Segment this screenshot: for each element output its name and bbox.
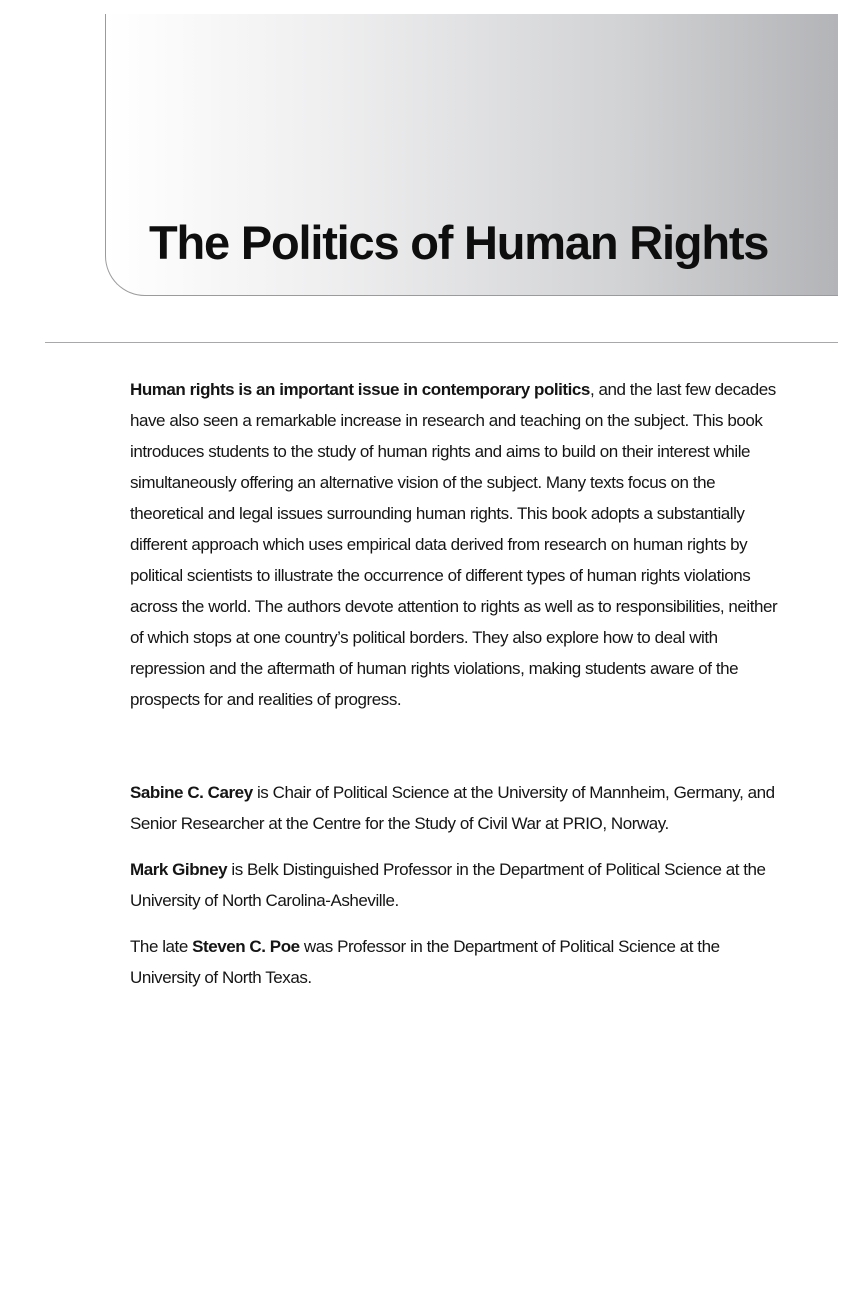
description-lead: Human rights is an important issue in contemporary politics xyxy=(130,380,590,399)
author-prefix: The late xyxy=(130,937,193,956)
author-bio-poe xyxy=(130,931,790,993)
book-description xyxy=(130,374,790,715)
divider xyxy=(45,342,838,343)
author-name: Mark Gibney xyxy=(130,860,228,879)
description-body: , and the last few decades have also seen a remarkable increase in research and teaching on the subject. This book introduces students to the study of human rights and aims to build on their interest while simultaneously offering an alternative vision of the subject. Many texts focus on the theoretical and legal issues surrounding human rights. This book adopts a substantially different approach which uses empirical data derived from research on human rights by political scientists to illustrate the occurrence of different types of human rights violations across the world. The authors devote attention to rights as well as to responsibilities, neither of which stops at one country’s political borders. They also explore how to deal with repression and the aftermath of human rights violations, making students aware of the prospects for and realities of progress. xyxy=(130,380,778,709)
page-content xyxy=(130,374,790,1008)
author-bio-text: was Professor in the Department of Political Science at the University of North Texas. xyxy=(130,937,720,987)
title-banner xyxy=(105,14,838,296)
author-bio-gibney xyxy=(130,854,790,916)
author-bio-text: is Chair of Political Science at the University of Mannheim, Germany, and Senior Researcher at the Centre for the Study of Civil War at PRIO, Norway. xyxy=(130,783,775,833)
author-bio-carey xyxy=(130,777,790,839)
author-name: Sabine C. Carey xyxy=(130,783,253,802)
author-name: Steven C. Poe xyxy=(192,937,300,956)
author-bio-text: is Belk Distinguished Professor in the Department of Political Science at the University of North Carolina-Asheville. xyxy=(130,860,766,910)
book-title: The Politics of Human Rights xyxy=(149,216,769,269)
